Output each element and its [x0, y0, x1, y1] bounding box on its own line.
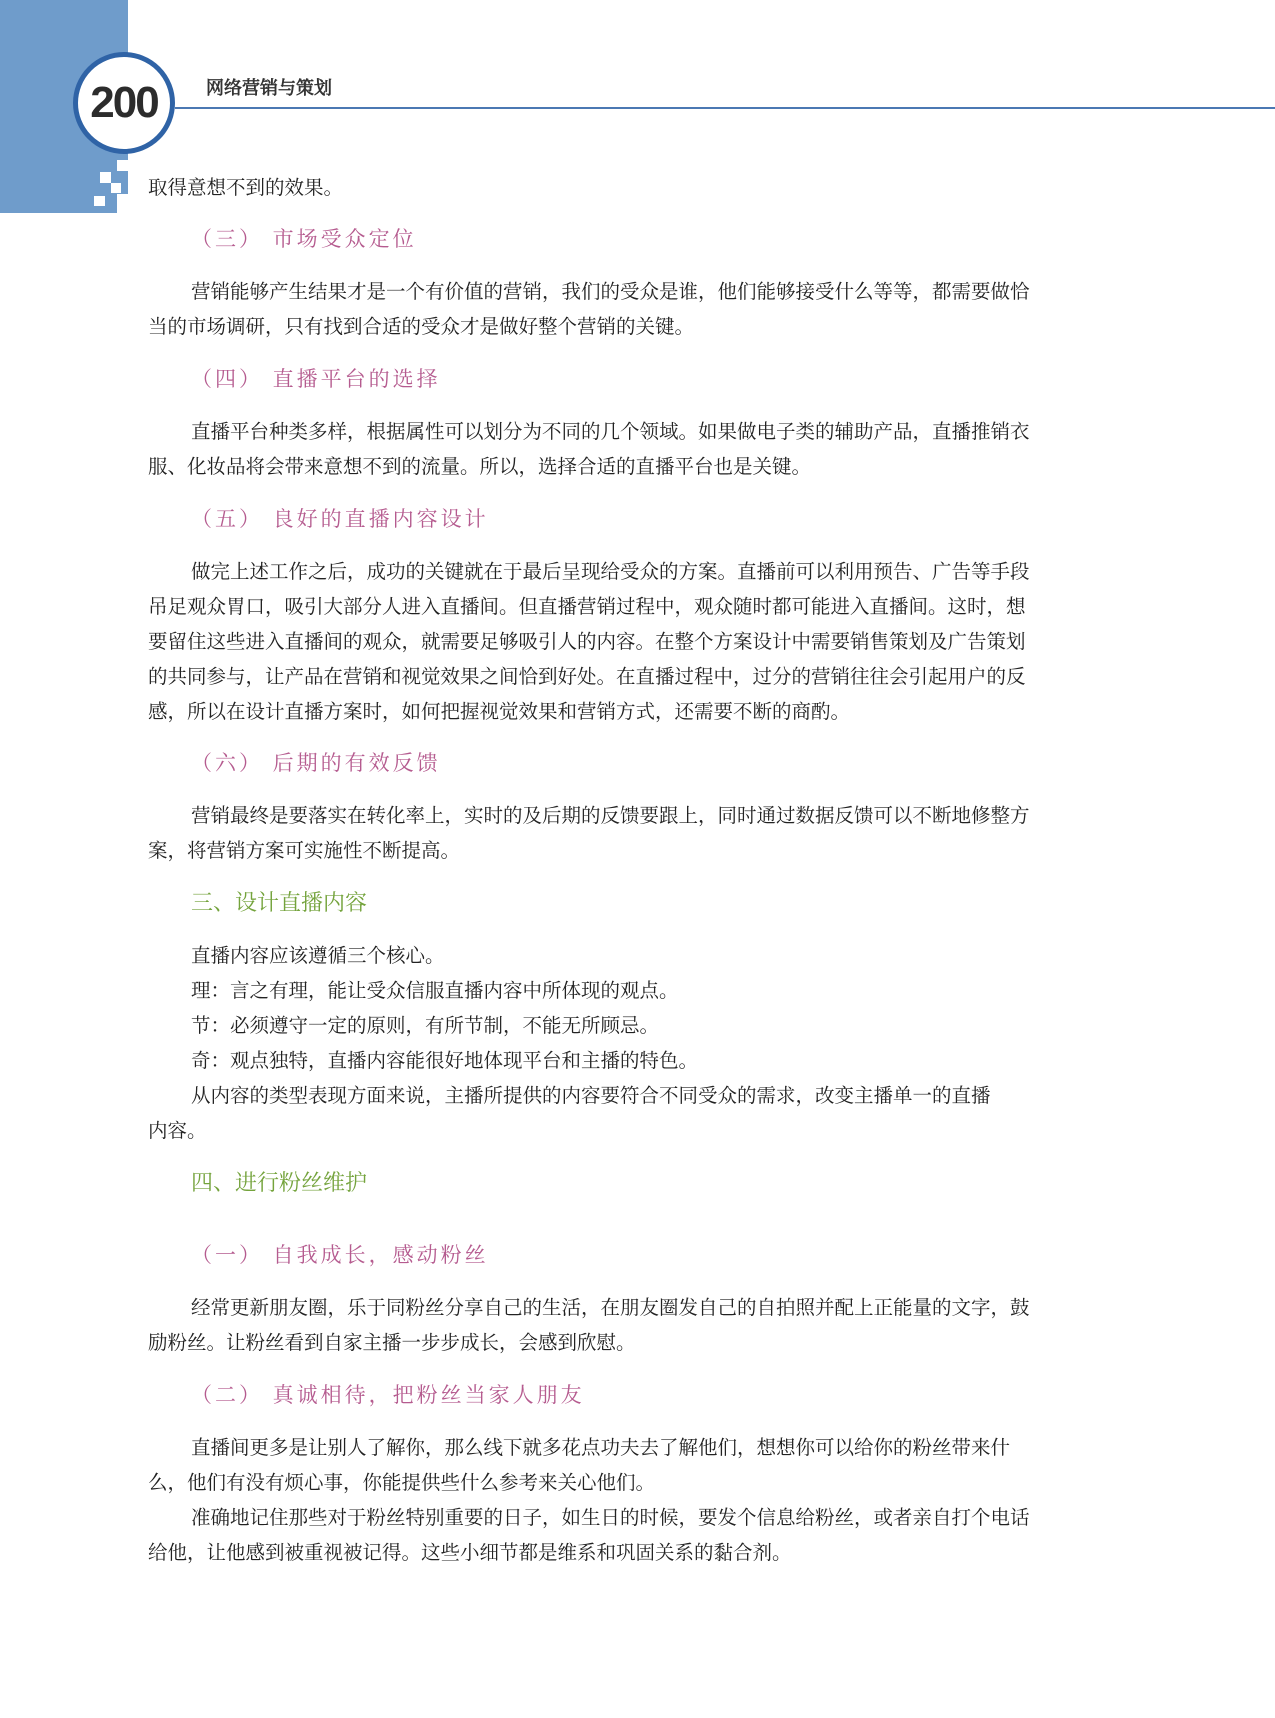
- paragraph: 经常更新朋友圈，乐于同粉丝分享自己的生活，在朋友圈发自己的自拍照并配上正能量的文字，鼓 励粉丝。让粉丝看到自家主播一步步成长，会感到欣慰。: [148, 1296, 1030, 1354]
- section-heading: （一） 自我成长，感动粉丝: [191, 1243, 489, 1267]
- paragraph: 营销能够产生结果才是一个有价值的营销，我们的受众是谁，他们能够接受什么等等，都需要做恰 当的市场调研，只有找到合适的受众才是做好整个营销的关键。: [148, 280, 1030, 338]
- corner-pixel: [117, 160, 128, 171]
- paragraph: 做完上述工作之后，成功的关键就在于最后呈现给受众的方案。直播前可以利用预告、广告等手段 吊足观众胃口，吸引大部分人进入直播间。但直播营销过程中，观众随时都可能进入直播间。这时，想 要留住这些进入直播间的观众，就需要足够吸引人的内容。在整个方案设计中需要销售策划及广告策划 的共同参与，让产品在营销和视觉效果之间恰到好处。在直播过程中，过分的营销往往会引起用户的反 感，所以在设计直播方案时，如何把握视觉效果和营销方式，还需要不断的商酌。: [148, 560, 1030, 723]
- paragraph: 营销最终是要落实在转化率上，实时的及后期的反馈要跟上，同时通过数据反馈可以不断地修整方 案，将营销方案可实施性不断提高。: [148, 804, 1030, 862]
- paragraph: 直播平台种类多样，根据属性可以划分为不同的几个领域。如果做电子类的辅助产品，直播推销衣 服、化妆品将会带来意想不到的流量。所以，选择合适的直播平台也是关键。: [148, 420, 1030, 478]
- corner-pixel: [111, 183, 121, 193]
- section-heading: （四） 直播平台的选择: [191, 367, 441, 391]
- paragraph: 取得意想不到的效果。: [148, 176, 344, 199]
- section-heading: （五） 良好的直播内容设计: [191, 507, 489, 531]
- section-heading: （二） 真诚相待，把粉丝当家人朋友: [191, 1383, 585, 1407]
- corner-pixel: [117, 194, 128, 213]
- page-number: 200: [90, 78, 158, 127]
- paragraph: 直播内容应该遵循三个核心。 理：言之有理，能让受众信服直播内容中所体现的观点。 节：必须遵守一定的原则，有所节制，不能无所顾忌。 奇：观点独特，直播内容能很好地体现平台和主播的特色。 从内容的类型表现方面来说，主播所提供的内容要符合不同受众的需求，改变主播单一的直播 内容。: [148, 944, 991, 1142]
- chapter-heading: 四、进行粉丝维护: [191, 1171, 368, 1196]
- chapter-heading: 三、设计直播内容: [191, 891, 368, 916]
- page-number-badge: [73, 52, 175, 154]
- header-rule: [175, 107, 1275, 109]
- paragraph: 直播间更多是让别人了解你，那么线下就多花点功夫去了解他们，想想你可以给你的粉丝带来什 么，他们有没有烦心事，你能提供些什么参考来关心他们。 准确地记住那些对于粉丝特别重要的日子，如生日的时候，要发个信息给粉丝，或者亲自打个电话 给他，让他感到被重视被记得。这些小细节都是维系和巩固关系的黏合剂。: [148, 1436, 1030, 1564]
- corner-pixel: [94, 196, 105, 206]
- book-title: 网络营销与策划: [206, 78, 332, 99]
- corner-pixel: [100, 172, 111, 183]
- section-heading: （六） 后期的有效反馈: [191, 751, 441, 775]
- section-heading: （三） 市场受众定位: [191, 227, 417, 251]
